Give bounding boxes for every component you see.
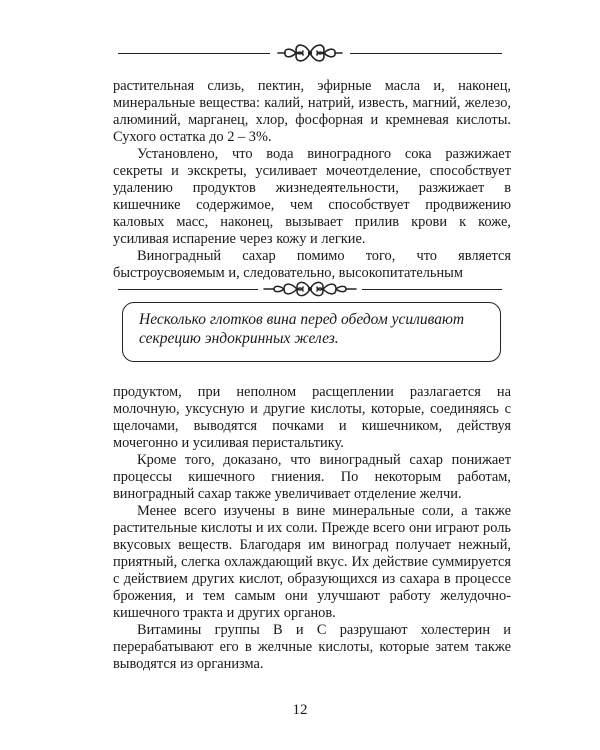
paragraph-vitamins: Витамины группы В и С разрушают холестерин и перерабатывают его в желчные кислоты, которые затем также выводятся из организма. <box>113 622 511 672</box>
paragraph-sugar-continuation: продуктом, при неполном расщеплении разлагается на молочную, уксусную и другие кислоты, которые, соединяясь с щелочами, выводятся почками и кишечником, действуя мочегонно и усиливая перистальтику. <box>113 384 511 451</box>
divider-rule-right <box>362 289 502 290</box>
callout-text: Несколько глотков вина перед обедом усиливают секрецию эндокринных желез. <box>139 311 465 347</box>
header-rule-right <box>350 53 502 54</box>
paragraph-grape-juice-water: Установлено, что вода виноградного сока разжижает секреты и экскреты, усиливает мочеотделение, способствует удалению продуктов жизнедеятельности, разжижает в кишечнике содержимое, чем способствует продвижению каловых масс, наконец, вызывает прилив крови к коже, усиливая испарение через кожу и легкие. <box>113 146 511 247</box>
main-text-top <box>113 78 511 282</box>
callout-box <box>122 302 501 362</box>
paragraph-intestinal-putrefaction: Кроме того, доказано, что виноградный сахар понижает процессы кишечного гниения. По некоторым работам, виноградный сахар также увеличивает отделение желчи. <box>113 452 511 502</box>
divider-rule-left <box>118 289 258 290</box>
main-text-bottom <box>113 384 511 673</box>
paragraph-grape-sugar-start: Виноградный сахар помимо того, что является быстроусвояемым и, следовательно, высокопитательным <box>113 248 511 281</box>
paragraph-mineral-salts: Менее всего изучены в вине минеральные соли, а также растительные кислоты и их соли. Прежде всего они играют роль вкусовых веществ. Благодаря им виноград получает нежный, приятный, слегка охлаждающий вкус. Их действие суммируется с действием других кислот, образующихся из сахара в процессе брожения, и тем самым они улучшают работу желудочно-кишечного тракта и других органов. <box>113 503 511 621</box>
paragraph-minerals: растительная слизь, пектин, эфирные масла и, наконец, минеральные вещества: калий, натрий, известь, магний, железо, алюминий, марганец, хлор, фосфорная и кремневая кислоты. Сухого остатка до 2 – 3%. <box>113 78 511 145</box>
header-ornament-icon <box>276 40 344 66</box>
page-number: 12 <box>292 702 308 718</box>
divider-ornament-icon <box>262 277 358 301</box>
header-rule-left <box>118 53 270 54</box>
